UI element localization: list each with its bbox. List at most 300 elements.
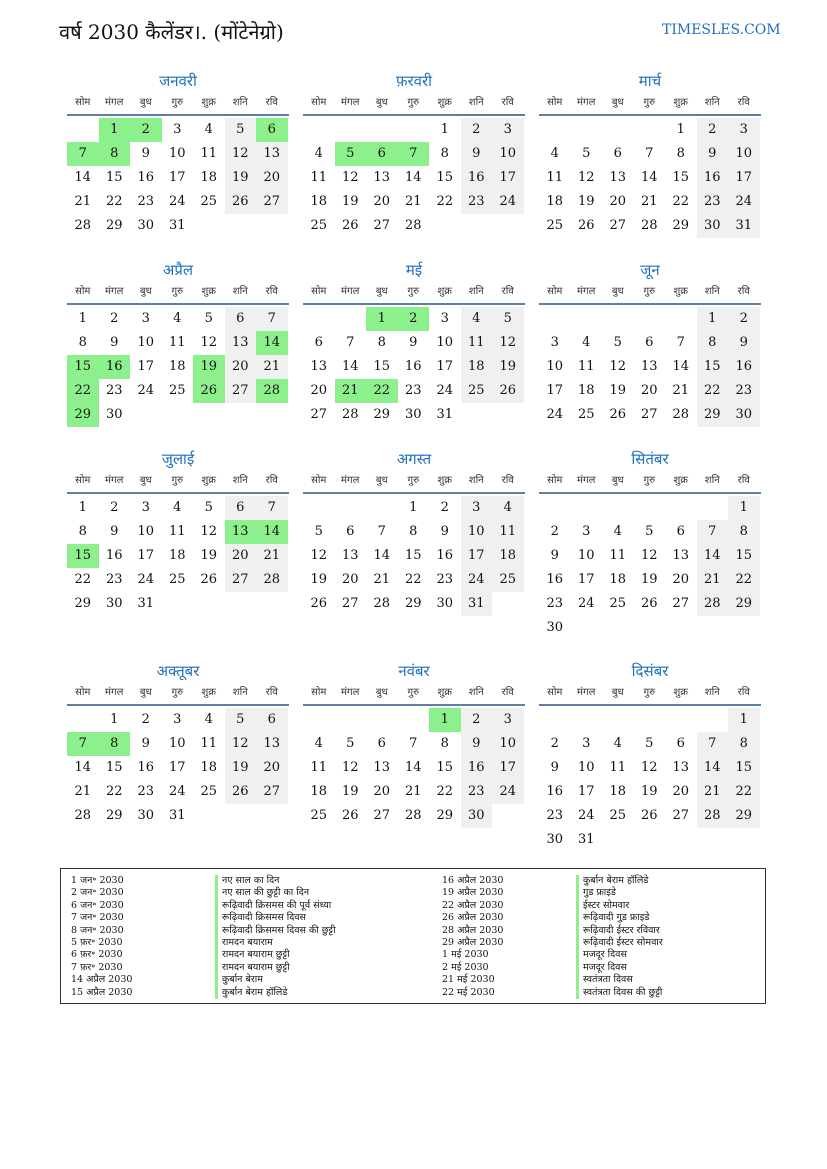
day-cell: 19 <box>640 572 658 587</box>
day-cell: 19 <box>609 383 627 398</box>
day-cell: 4 <box>314 146 323 161</box>
month-block <box>303 257 525 457</box>
legend-date: 28 अप्रैल 2030 <box>442 924 504 936</box>
weekday-label: बुध <box>139 286 152 297</box>
month-block <box>67 68 289 268</box>
day-cell: 1 <box>728 496 760 520</box>
weekday-label: शनि <box>704 475 720 486</box>
day-cell: 15 <box>373 359 391 374</box>
day-cell: 1 <box>78 500 87 515</box>
day-cell: 7 <box>676 335 685 350</box>
legend-holiday-name: नए साल का दिन <box>215 875 336 887</box>
day-cell: 21 <box>404 784 422 799</box>
day-cell: 24 <box>168 784 186 799</box>
day-cell: 30 <box>697 214 729 238</box>
day-cell: 20 <box>256 756 288 780</box>
day-cell: 12 <box>341 170 359 185</box>
day-cell: 28 <box>697 804 729 828</box>
day-cell: 17 <box>577 572 595 587</box>
day-cell: 11 <box>200 146 218 161</box>
day-cell: 8 <box>697 331 729 355</box>
day-cell: 28 <box>373 596 391 611</box>
day-cell: 10 <box>577 548 595 563</box>
day-cell: 6 <box>377 736 386 751</box>
legend-left-names <box>215 875 336 999</box>
day-cell: 6 <box>676 736 685 751</box>
month-name: अक्तूबर <box>156 662 200 680</box>
day-cell: 25 <box>492 568 524 592</box>
day-cell: 13 <box>256 142 288 166</box>
holiday-day-cell: 6 <box>366 142 398 166</box>
day-cell: 18 <box>461 355 493 379</box>
holiday-day-cell: 6 <box>256 118 288 142</box>
day-cell: 19 <box>577 194 595 209</box>
weekday-label: मंगल <box>577 97 596 108</box>
day-cell: 10 <box>436 335 454 350</box>
day-cell: 7 <box>645 146 654 161</box>
month-name: जून <box>640 261 660 279</box>
day-cell: 12 <box>577 170 595 185</box>
day-cell: 7 <box>256 307 288 331</box>
day-cell: 1 <box>110 712 119 727</box>
weekday-label: बुध <box>611 475 624 486</box>
day-cell: 9 <box>728 331 760 355</box>
day-cell: 25 <box>577 407 595 422</box>
holiday-day-cell: 2 <box>398 307 430 331</box>
page-title: वर्ष 2030 कैलेंडर।. (मोंटेनेग्रो) <box>59 20 284 44</box>
legend-holiday-name: नए साल की छुट्टी का दिन <box>215 887 336 899</box>
day-cell: 6 <box>346 524 355 539</box>
holiday-day-cell: 29 <box>67 403 99 427</box>
day-cell: 20 <box>225 544 257 568</box>
day-cell: 25 <box>200 784 218 799</box>
day-cell: 18 <box>546 194 564 209</box>
month-block <box>67 658 289 858</box>
weekday-label: बुध <box>375 687 388 698</box>
day-cell: 3 <box>141 311 150 326</box>
day-cell: 29 <box>728 592 760 616</box>
day-cell: 5 <box>204 500 213 515</box>
day-cell: 24 <box>436 383 454 398</box>
legend-left-dates <box>71 875 132 999</box>
day-cell: 12 <box>225 142 257 166</box>
day-cell: 23 <box>105 572 123 587</box>
day-cell: 5 <box>613 335 622 350</box>
day-cell: 25 <box>609 808 627 823</box>
month-block <box>539 68 761 268</box>
weekday-label: सोम <box>547 286 563 297</box>
day-cell: 15 <box>697 355 729 379</box>
weekday-label: रवि <box>501 475 514 486</box>
weekday-label: शुक्र <box>201 687 216 698</box>
day-cell: 22 <box>105 194 123 209</box>
day-cell: 9 <box>440 524 449 539</box>
weekday-label: शनि <box>468 286 484 297</box>
legend-holiday-name: रूढ़िवादी क्रिसमस दिवस की छुट्टी <box>215 925 336 937</box>
weekday-label: शुक्र <box>673 286 688 297</box>
day-cell: 20 <box>672 784 690 799</box>
day-cell: 14 <box>697 756 729 780</box>
day-cell: 27 <box>373 218 391 233</box>
day-cell: 10 <box>728 142 760 166</box>
weekday-label: सोम <box>547 475 563 486</box>
day-cell: 27 <box>341 596 359 611</box>
day-cell: 27 <box>672 596 690 611</box>
holiday-day-cell: 14 <box>256 520 288 544</box>
day-cell: 23 <box>546 596 564 611</box>
day-cell: 29 <box>728 804 760 828</box>
day-cell: 26 <box>609 407 627 422</box>
legend-date: 22 मई 2030 <box>442 986 495 998</box>
day-cell: 19 <box>225 756 257 780</box>
weekday-label: मंगल <box>577 475 596 486</box>
day-cell: 23 <box>137 194 155 209</box>
weekday-label: सोम <box>311 475 327 486</box>
weekday-label: बुध <box>375 475 388 486</box>
day-cell: 24 <box>577 596 595 611</box>
day-cell: 11 <box>577 359 595 374</box>
day-cell: 30 <box>105 596 123 611</box>
day-cell: 6 <box>225 496 257 520</box>
holiday-day-cell: 2 <box>130 118 162 142</box>
legend-holiday-name: रामदन बयाराम छुट्टी <box>215 962 336 974</box>
day-cell: 11 <box>310 170 328 185</box>
day-cell: 30 <box>105 407 123 422</box>
holiday-day-cell: 16 <box>99 355 131 379</box>
day-cell: 2 <box>697 118 729 142</box>
day-cell: 14 <box>74 760 92 775</box>
day-cell: 26 <box>310 596 328 611</box>
weekday-label: गुरु <box>643 687 656 698</box>
day-cell: 20 <box>341 572 359 587</box>
day-cell: 28 <box>404 808 422 823</box>
weekday-header <box>539 94 761 116</box>
day-cell: 30 <box>436 596 454 611</box>
day-cell: 17 <box>168 760 186 775</box>
weekday-label: शनि <box>704 97 720 108</box>
day-cell: 24 <box>492 780 524 804</box>
day-cell: 22 <box>105 784 123 799</box>
day-cell: 3 <box>173 712 182 727</box>
legend-right-dates <box>442 875 503 999</box>
day-cell: 3 <box>461 496 493 520</box>
weekday-header <box>67 94 289 116</box>
weekday-header <box>303 472 525 494</box>
day-cell: 10 <box>168 736 186 751</box>
legend-date: 6 जन॰ 2030 <box>71 899 124 911</box>
day-cell: 10 <box>546 359 564 374</box>
weekday-label: रवि <box>501 286 514 297</box>
legend-holiday-name: रामदन बयाराम <box>215 937 336 949</box>
month-name: दिसंबर <box>631 662 669 680</box>
day-cell: 21 <box>74 194 92 209</box>
day-cell: 13 <box>672 760 690 775</box>
day-cell: 8 <box>728 520 760 544</box>
day-cell: 6 <box>676 524 685 539</box>
weekday-label: सोम <box>75 286 91 297</box>
day-cell: 26 <box>577 218 595 233</box>
day-cell: 20 <box>609 194 627 209</box>
day-cell: 16 <box>404 359 422 374</box>
legend-date: 26 अप्रैल 2030 <box>442 912 504 924</box>
day-cell: 7 <box>697 732 729 756</box>
weekday-label: गुरु <box>407 475 420 486</box>
legend-holiday-name: स्वतंत्रता दिवस की छुट्टी <box>576 987 663 999</box>
day-cell: 23 <box>105 383 123 398</box>
holiday-day-cell: 22 <box>67 379 99 403</box>
day-cell: 4 <box>461 307 493 331</box>
legend-date: 7 फ़र॰ 2030 <box>71 961 123 973</box>
day-cell: 28 <box>341 407 359 422</box>
holiday-day-cell: 15 <box>67 355 99 379</box>
day-cell: 18 <box>200 760 218 775</box>
day-cell: 18 <box>168 548 186 563</box>
weekday-label: शुक्र <box>673 475 688 486</box>
month-block <box>67 446 289 646</box>
day-cell: 20 <box>310 383 328 398</box>
day-cell: 27 <box>373 808 391 823</box>
day-cell: 28 <box>640 218 658 233</box>
month-block <box>303 446 525 646</box>
holiday-day-cell: 1 <box>366 307 398 331</box>
holiday-day-cell: 21 <box>335 379 367 403</box>
day-cell: 31 <box>168 218 186 233</box>
legend-date: 16 अप्रैल 2030 <box>442 875 504 886</box>
day-cell: 30 <box>404 407 422 422</box>
weekday-label: गुरु <box>171 687 184 698</box>
month-name: जनवरी <box>159 72 197 90</box>
day-cell: 1 <box>78 311 87 326</box>
weekday-label: सोम <box>75 97 91 108</box>
day-cell: 21 <box>373 572 391 587</box>
day-cell: 21 <box>74 784 92 799</box>
holiday-day-cell: 19 <box>193 355 225 379</box>
day-cell: 26 <box>200 572 218 587</box>
weekday-label: शनि <box>704 687 720 698</box>
legend-date: 22 अप्रैल 2030 <box>442 899 504 911</box>
day-cell: 8 <box>409 524 418 539</box>
day-cell: 30 <box>546 832 564 847</box>
legend-date: 29 अप्रैल 2030 <box>442 936 504 948</box>
day-cell: 13 <box>640 359 658 374</box>
day-cell: 5 <box>492 307 524 331</box>
day-cell: 14 <box>341 359 359 374</box>
day-cell: 15 <box>672 170 690 185</box>
day-cell: 10 <box>492 732 524 756</box>
day-cell: 17 <box>492 756 524 780</box>
weekday-label: रवि <box>501 97 514 108</box>
weekday-label: शुक्र <box>201 97 216 108</box>
legend-holiday-name: कुर्बान बेराम हॉलिडे <box>215 987 336 999</box>
day-cell: 18 <box>200 170 218 185</box>
day-cell: 11 <box>609 760 627 775</box>
day-cell: 17 <box>728 166 760 190</box>
day-cell: 18 <box>577 383 595 398</box>
day-cell: 27 <box>640 407 658 422</box>
weekday-label: बुध <box>139 475 152 486</box>
day-cell: 4 <box>314 736 323 751</box>
weekday-label: मंगल <box>105 97 124 108</box>
month-block <box>67 257 289 457</box>
day-cell: 2 <box>110 311 119 326</box>
day-cell: 2 <box>550 736 559 751</box>
weekday-label: शुक्र <box>437 97 452 108</box>
day-cell: 15 <box>404 548 422 563</box>
day-cell: 8 <box>78 524 87 539</box>
day-cell: 7 <box>346 335 355 350</box>
day-cell: 12 <box>200 524 218 539</box>
weekday-label: गुरु <box>643 97 656 108</box>
day-cell: 11 <box>546 170 564 185</box>
weekday-label: गुरु <box>171 97 184 108</box>
weekday-label: बुध <box>139 97 152 108</box>
day-cell: 22 <box>697 379 729 403</box>
weekday-label: गुरु <box>643 286 656 297</box>
day-cell: 29 <box>404 596 422 611</box>
day-cell: 19 <box>492 355 524 379</box>
day-cell: 1 <box>728 708 760 732</box>
weekday-label: शनि <box>468 97 484 108</box>
day-cell: 20 <box>225 355 257 379</box>
day-cell: 8 <box>78 335 87 350</box>
day-cell: 6 <box>645 335 654 350</box>
legend-holiday-name: रामदन बयाराम छुट्टी <box>215 949 336 961</box>
legend-holiday-name: मजदूर दिवस <box>576 949 663 961</box>
day-cell: 21 <box>697 568 729 592</box>
day-cell: 9 <box>550 760 559 775</box>
day-cell: 30 <box>728 403 760 427</box>
day-cell: 4 <box>204 712 213 727</box>
day-cell: 14 <box>697 544 729 568</box>
day-cell: 24 <box>461 568 493 592</box>
weekday-label: रवि <box>737 97 750 108</box>
day-cell: 2 <box>440 500 449 515</box>
day-cell: 4 <box>582 335 591 350</box>
day-cell: 29 <box>105 808 123 823</box>
day-cell: 11 <box>461 331 493 355</box>
day-cell: 22 <box>74 572 92 587</box>
day-cell: 17 <box>577 784 595 799</box>
day-cell: 13 <box>225 331 257 355</box>
day-cell: 28 <box>256 568 288 592</box>
day-cell: 18 <box>609 784 627 799</box>
holiday-day-cell: 7 <box>67 142 99 166</box>
day-cell: 22 <box>436 784 454 799</box>
day-cell: 2 <box>461 118 493 142</box>
day-cell: 5 <box>225 708 257 732</box>
weekday-label: मंगल <box>105 286 124 297</box>
day-cell: 24 <box>137 383 155 398</box>
day-cell: 18 <box>310 194 328 209</box>
day-cell: 31 <box>436 407 454 422</box>
day-cell: 7 <box>697 520 729 544</box>
day-cell: 3 <box>141 500 150 515</box>
day-cell: 17 <box>137 548 155 563</box>
day-cell: 14 <box>373 548 391 563</box>
day-cell: 25 <box>310 808 328 823</box>
day-cell: 9 <box>141 146 150 161</box>
holiday-day-cell: 1 <box>429 708 461 732</box>
day-cell: 8 <box>440 146 449 161</box>
day-cell: 15 <box>105 170 123 185</box>
day-cell: 16 <box>697 166 729 190</box>
legend-date: 2 मई 2030 <box>442 961 489 973</box>
weekday-label: सोम <box>547 687 563 698</box>
month-name: अगस्त <box>396 450 432 468</box>
day-cell: 4 <box>173 311 182 326</box>
weekday-label: शुक्र <box>673 97 688 108</box>
legend-holiday-name: मजदूर दिवस <box>576 962 663 974</box>
day-cell: 23 <box>436 572 454 587</box>
day-cell: 31 <box>461 592 493 616</box>
weekday-header <box>67 684 289 706</box>
month-name: मार्च <box>638 72 662 90</box>
day-cell: 16 <box>461 166 493 190</box>
day-cell: 20 <box>640 383 658 398</box>
day-cell: 5 <box>645 736 654 751</box>
weekday-label: बुध <box>611 687 624 698</box>
holiday-day-cell: 5 <box>335 142 367 166</box>
day-cell: 25 <box>310 218 328 233</box>
day-cell: 22 <box>436 194 454 209</box>
weekday-header <box>67 283 289 305</box>
day-cell: 21 <box>404 194 422 209</box>
legend-holiday-name: ईस्टर सोमवार <box>576 900 663 912</box>
day-cell: 11 <box>168 524 186 539</box>
day-cell: 5 <box>225 118 257 142</box>
day-cell: 6 <box>314 335 323 350</box>
weekday-label: मंगल <box>341 286 360 297</box>
weekday-label: शनि <box>232 97 248 108</box>
holiday-day-cell: 26 <box>193 379 225 403</box>
day-cell: 24 <box>492 190 524 214</box>
day-cell: 19 <box>310 572 328 587</box>
day-cell: 4 <box>204 122 213 137</box>
day-cell: 14 <box>640 170 658 185</box>
day-cell: 12 <box>609 359 627 374</box>
day-cell: 11 <box>609 548 627 563</box>
day-cell: 8 <box>676 146 685 161</box>
day-cell: 3 <box>728 118 760 142</box>
day-cell: 29 <box>74 596 92 611</box>
day-cell: 25 <box>609 596 627 611</box>
month-name: मई <box>405 261 423 279</box>
weekday-label: शनि <box>468 687 484 698</box>
legend-date: 5 फ़र॰ 2030 <box>71 936 123 948</box>
day-cell: 31 <box>137 596 155 611</box>
day-cell: 26 <box>225 190 257 214</box>
holiday-legend <box>60 868 766 1004</box>
day-cell: 20 <box>373 194 391 209</box>
weekday-label: शनि <box>468 475 484 486</box>
day-cell: 16 <box>105 548 123 563</box>
site-link[interactable]: TIMESLES.COM <box>662 22 781 38</box>
day-cell: 2 <box>550 524 559 539</box>
day-cell: 9 <box>461 142 493 166</box>
day-cell: 3 <box>492 708 524 732</box>
day-cell: 9 <box>697 142 729 166</box>
weekday-label: मंगल <box>341 687 360 698</box>
day-cell: 5 <box>204 311 213 326</box>
holiday-day-cell: 28 <box>256 379 288 403</box>
day-cell: 12 <box>341 760 359 775</box>
day-cell: 9 <box>550 548 559 563</box>
day-cell: 12 <box>492 331 524 355</box>
day-cell: 29 <box>697 403 729 427</box>
day-cell: 20 <box>373 784 391 799</box>
weekday-label: सोम <box>75 475 91 486</box>
day-cell: 17 <box>492 166 524 190</box>
